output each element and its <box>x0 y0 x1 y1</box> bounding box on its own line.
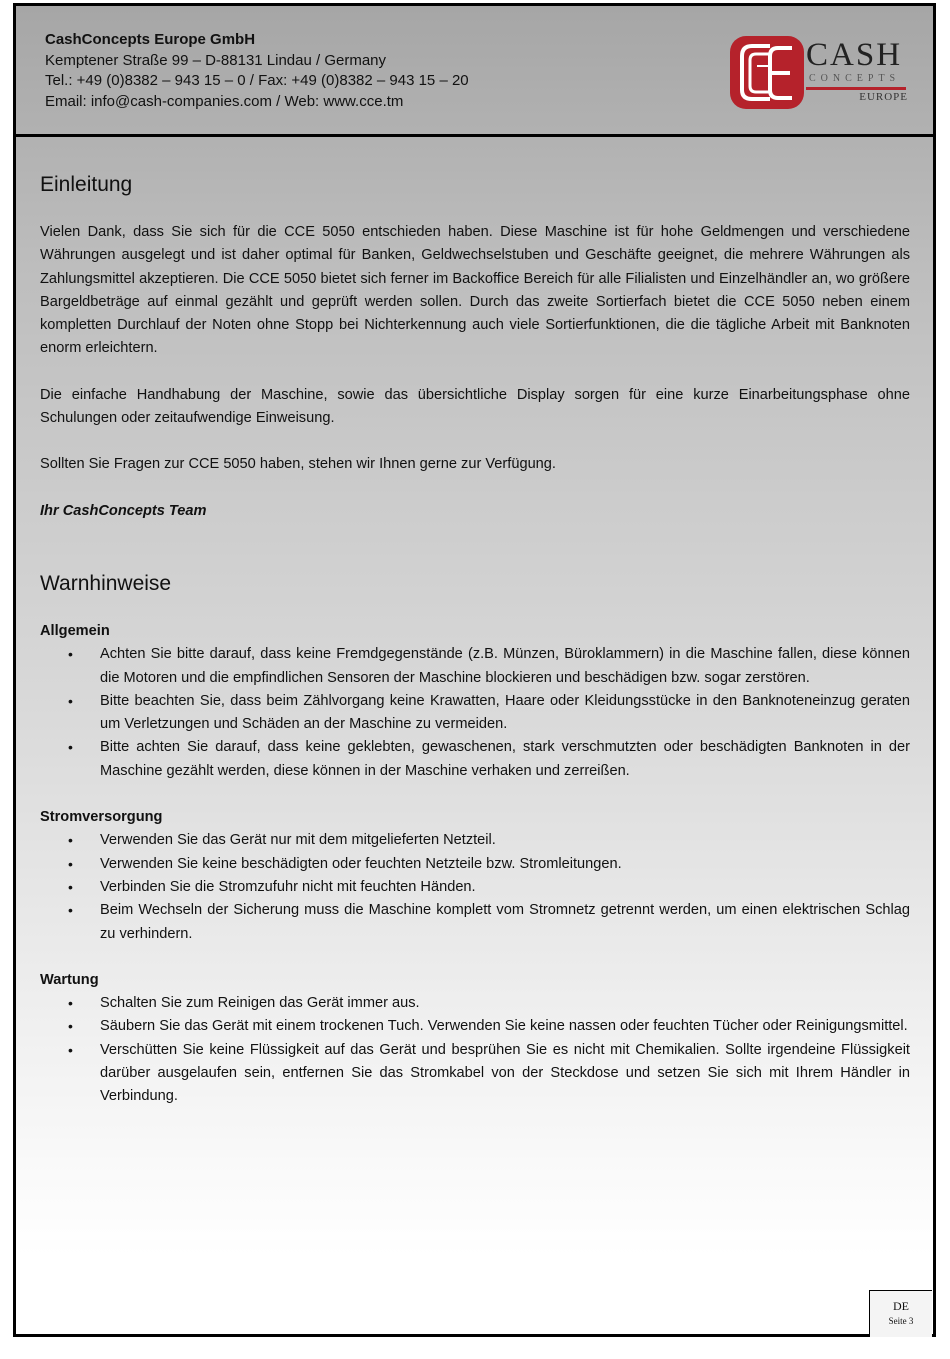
main-content <box>40 171 910 1109</box>
general-heading: Allgemein <box>40 622 110 639</box>
intro-paragraph-1: Vielen Dank, dass Sie sich für die CCE 5050 entschieden haben. Diese Maschine ist für hohe Geldmengen und verschiedene Währungen ausgelegt und ist daher optimal für Banken, Geldwechselstuben und Geschäfte geeignet, die mehrere Währungen als Zahlungsmittel akzeptieren. Die CCE 5050 bietet sich ferner im Backoffice Bereich für alle Filialisten und Einzelhändler an, wo größere Bargeldbeträge auf einmal gezählt und geprüft werden sollen. Durch das zweite Sortierfach bietet die CCE 5050 neben einem kompletten Durchlauf der Noten ohne Stopp bei Nichterkennung auch viele Sortierfunktionen, die die tägliche Arbeit mit Banknoten enorm erleichtern. <box>40 224 910 357</box>
logo-word-europe: EUROPE <box>859 91 908 103</box>
list-item: • Schalten Sie zum Reinigen das Gerät immer aus. <box>40 992 910 1015</box>
intro-paragraph-2: Die einfache Handhabung der Maschine, sowie das übersichtliche Display sorgen für eine kurze Einarbeitungsphase ohne Schulungen oder zeitaufwendige Einweisung. <box>40 386 910 427</box>
page-number-box <box>869 1290 932 1337</box>
intro-signature: Ihr CashConcepts Team <box>40 502 207 519</box>
intro-title: Einleitung <box>40 173 133 196</box>
list-item: • Verwenden Sie keine beschädigten oder feuchten Netzteile bzw. Stromleitungen. <box>40 853 910 876</box>
list-item: • Bitte beachten Sie, dass beim Zählvorgang keine Krawatten, Haare oder Kleidungsstücke in den Banknoteneinzug geraten um Verletzungen und Schäden an der Maschine zu vermeiden. <box>40 690 910 737</box>
logo-word-cash: CASH <box>806 37 903 73</box>
general-list <box>40 643 910 783</box>
intro-paragraph-3: Sollten Sie Fragen zur CCE 5050 haben, stehen wir Ihnen gerne zur Verfügung. <box>40 456 556 473</box>
letterhead <box>16 6 933 137</box>
list-item: • Bitte achten Sie darauf, dass keine geklebten, gewaschenen, stark verschmutzten oder beschädigten Banknoten in der Maschine gezählt werden, diese können in der Maschine verhaken und zerreißen. <box>40 736 910 783</box>
maintenance-heading: Wartung <box>40 971 99 988</box>
power-heading: Stromversorgung <box>40 809 163 826</box>
maintenance-list <box>40 992 910 1108</box>
company-name: CashConcepts Europe GmbH <box>45 31 256 48</box>
list-item: • Säubern Sie das Gerät mit einem trockenen Tuch. Verwenden Sie keine nassen oder feuchten Tücher oder Reinigungsmittel. <box>40 1015 910 1038</box>
power-list <box>40 829 910 945</box>
list-item: • Beim Wechseln der Sicherung muss die Maschine komplett vom Stromnetz getrennt werden, um einen elektrischen Schlag zu verhindern. <box>40 899 910 946</box>
list-item: • Verwenden Sie das Gerät nur mit dem mitgelieferten Netzteil. <box>40 829 910 852</box>
company-info <box>45 30 469 112</box>
company-phone-fax: Tel.: +49 (0)8382 – 943 15 – 0 / Fax: +49 (0)8382 – 943 15 – 20 <box>45 72 469 89</box>
list-item: • Verbinden Sie die Stromzufuhr nicht mit feuchten Händen. <box>40 876 910 899</box>
logo-badge-icon <box>730 36 804 109</box>
warnings-title: Warnhinweise <box>40 571 172 595</box>
cash-concepts-logo <box>728 33 908 111</box>
document-page <box>13 3 936 1337</box>
list-item: • Verschütten Sie keine Flüssigkeit auf das Gerät und besprühen Sie es nicht mit Chemikalien. Sollte irgendeine Flüssigkeit darüber ausgelaufen sein, entfernen Sie das Stromkabel von der Steckdose und setzen Sie sich mit Ihrem Händler in Verbindung. <box>40 1039 910 1109</box>
company-address: Kemptener Straße 99 – D-88131 Lindau / Germany <box>45 51 387 69</box>
logo-wordmark <box>806 39 910 104</box>
list-item: • Achten Sie bitte darauf, dass keine Fremdgegenstände (z.B. Münzen, Büroklammern) in die Maschine fallen, diese können die Motoren und die empfindlichen Sensoren der Maschine blockieren und beschädigen bzw. sogar zerstören. <box>40 643 910 690</box>
page-number: Seite 3 <box>888 1316 914 1326</box>
company-email-web: Email: info@cash-companies.com / Web: www.cce.tm <box>45 92 404 110</box>
language-label: DE <box>893 1299 909 1313</box>
logo-word-concepts: CONCEPTS <box>809 73 901 84</box>
